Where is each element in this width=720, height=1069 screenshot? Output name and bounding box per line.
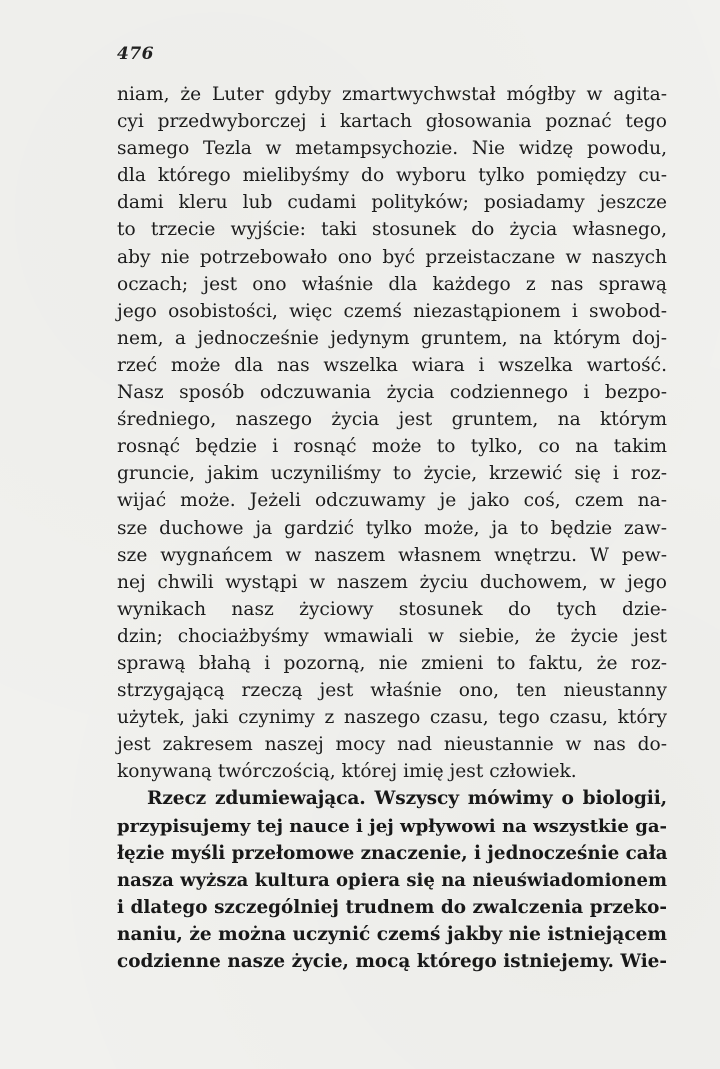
text-line: oczach; jest ono właśnie dla każdego z nas sprawą	[117, 273, 667, 295]
text-line: przypisujemy tej nauce i jej wpływowi na wszystkie ga-	[117, 815, 668, 837]
text-line: gruncie, jakim uczyniliśmy to życie, krzewić się i roz-	[117, 463, 667, 485]
text-line: wynikach nasz życiowy stosunek do tych dzie-	[117, 598, 667, 620]
text-line: cyi przedwyborczej i kartach głosowania poznać tego	[117, 111, 667, 133]
text-line: nasza wyższa kultura opiera się na nieuświadomionem	[117, 869, 667, 891]
text-line: rosnąć będzie i rosnąć może to tylko, co na takim	[117, 436, 667, 458]
text-line: użytek, jaki czynimy z naszego czasu, tego czasu, który	[117, 707, 667, 729]
text-line: łęzie myśli przełomowe znaczenie, i jednocześnie cała	[117, 842, 668, 864]
text-line: nej chwili wystąpi w naszem życiu duchowem, w jego	[117, 571, 667, 593]
text-line: i dlatego szczególniej trudnem do zwalczenia przeko-	[117, 896, 667, 918]
page-number: 476	[117, 44, 154, 64]
text-line: średniego, naszego życia jest gruntem, na którym	[117, 409, 667, 431]
text-line: rzeć może dla nas wszelka wiara i wszelka wartość.	[117, 354, 667, 376]
text-line: dla którego mielibyśmy do wyboru tylko pomiędzy cu-	[117, 165, 667, 187]
text-line: niam, że Luter gdyby zmartwychwstał mógłby w agita-	[117, 84, 667, 105]
text-line: dami kleru lub cudami polityków; posiadamy jeszcze	[117, 192, 667, 214]
text-line: naniu, że można uczynić czemś jakby nie istniejącem	[117, 923, 667, 945]
body-text	[117, 81, 667, 975]
text-line: strzygającą rzeczą jest właśnie ono, ten nieustanny	[117, 680, 667, 702]
text-line: jego osobistości, więc czemś niezastąpionem i swobod-	[117, 300, 667, 322]
text-line: Nasz sposób odczuwania życia codziennego i bezpo-	[117, 382, 667, 404]
text-line: codzienne nasze życie, mocą którego istniejemy. Wie-	[117, 951, 667, 972]
text-line: konywaną twórczością, której imię jest człowiek.	[117, 761, 577, 783]
text-line: sprawą błahą i pozorną, nie zmieni to faktu, że roz-	[117, 652, 667, 674]
text-line: sze wygnańcem w naszem własnem wnętrzu. W pew-	[117, 544, 667, 566]
text-line: dzin; chociażbyśmy wmawiali w siebie, że życie jest	[117, 625, 667, 647]
text-line: samego Tezla w metampsychozie. Nie widzę powodu,	[117, 138, 667, 160]
text-line: sze duchowe ja gardzić tylko może, ja to będzie zaw-	[117, 517, 667, 539]
text-line: aby nie potrzebowało ono być przeistaczane w naszych	[117, 246, 667, 268]
text-line: to trzecie wyjście: taki stosunek do życia własnego,	[117, 219, 667, 241]
text-line: Rzecz zdumiewająca. Wszyscy mówimy o biologii,	[147, 788, 667, 810]
text-line: jest zakresem naszej mocy nad nieustannie w nas do-	[117, 734, 667, 756]
text-line: nem, a jednocześnie jedynym gruntem, na którym doj-	[117, 327, 667, 349]
text-line: wijać może. Jeżeli odczuwamy je jako coś, czem na-	[117, 490, 667, 512]
